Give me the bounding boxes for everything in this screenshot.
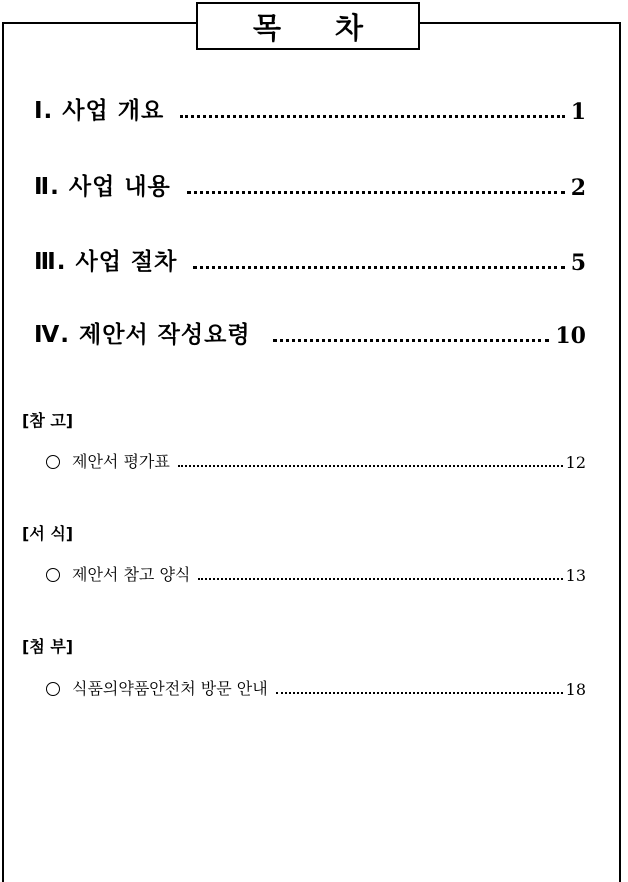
toc-page-number: 2 xyxy=(570,175,586,201)
leader-dots xyxy=(180,115,565,118)
circle-bullet-icon xyxy=(46,455,60,469)
toc-entry-1[interactable] xyxy=(34,92,586,125)
toc-sub-page-number: 13 xyxy=(565,566,586,585)
leader-dots xyxy=(273,339,550,342)
toc-label: Ⅱ. 사업 내용 xyxy=(34,174,171,200)
toc-entry-3[interactable] xyxy=(34,243,586,276)
toc-subentry-1[interactable] xyxy=(46,449,586,472)
section-heading-reference: [참 고] xyxy=(22,411,74,430)
toc-sub-label: 제안서 평가표 xyxy=(72,452,170,471)
circle-bullet-icon xyxy=(46,568,60,582)
toc-page-number: 5 xyxy=(570,250,586,276)
toc-sub-label: 제안서 참고 양식 xyxy=(72,565,191,584)
toc-sub-page-number: 12 xyxy=(565,453,586,472)
page-title xyxy=(196,2,420,50)
section-heading-forms: [서 식] xyxy=(22,524,74,543)
leader-dots xyxy=(193,266,564,269)
toc-label: Ⅳ. 제안서 작성요령 xyxy=(34,322,251,348)
toc-label: Ⅰ. 사업 개요 xyxy=(34,98,165,124)
toc-subentry-2[interactable] xyxy=(46,562,586,585)
section-heading-attachments: [첨 부] xyxy=(22,637,74,656)
toc-entry-2[interactable] xyxy=(34,168,586,201)
leader-dots xyxy=(187,191,565,194)
toc-entry-4[interactable] xyxy=(34,316,586,349)
toc-page-number: 1 xyxy=(570,99,586,125)
toc-sub-label: 식품의약품안전처 방문 안내 xyxy=(72,679,268,698)
toc-label: Ⅲ. 사업 절차 xyxy=(34,249,178,275)
toc-page-number: 10 xyxy=(555,323,586,349)
leader-dots xyxy=(276,692,563,694)
toc-subentry-3[interactable] xyxy=(46,676,586,699)
leader-dots xyxy=(178,465,563,467)
toc-sub-page-number: 18 xyxy=(565,680,586,699)
title-text: 목 차 xyxy=(252,10,386,45)
leader-dots xyxy=(198,578,562,580)
circle-bullet-icon xyxy=(46,682,60,696)
